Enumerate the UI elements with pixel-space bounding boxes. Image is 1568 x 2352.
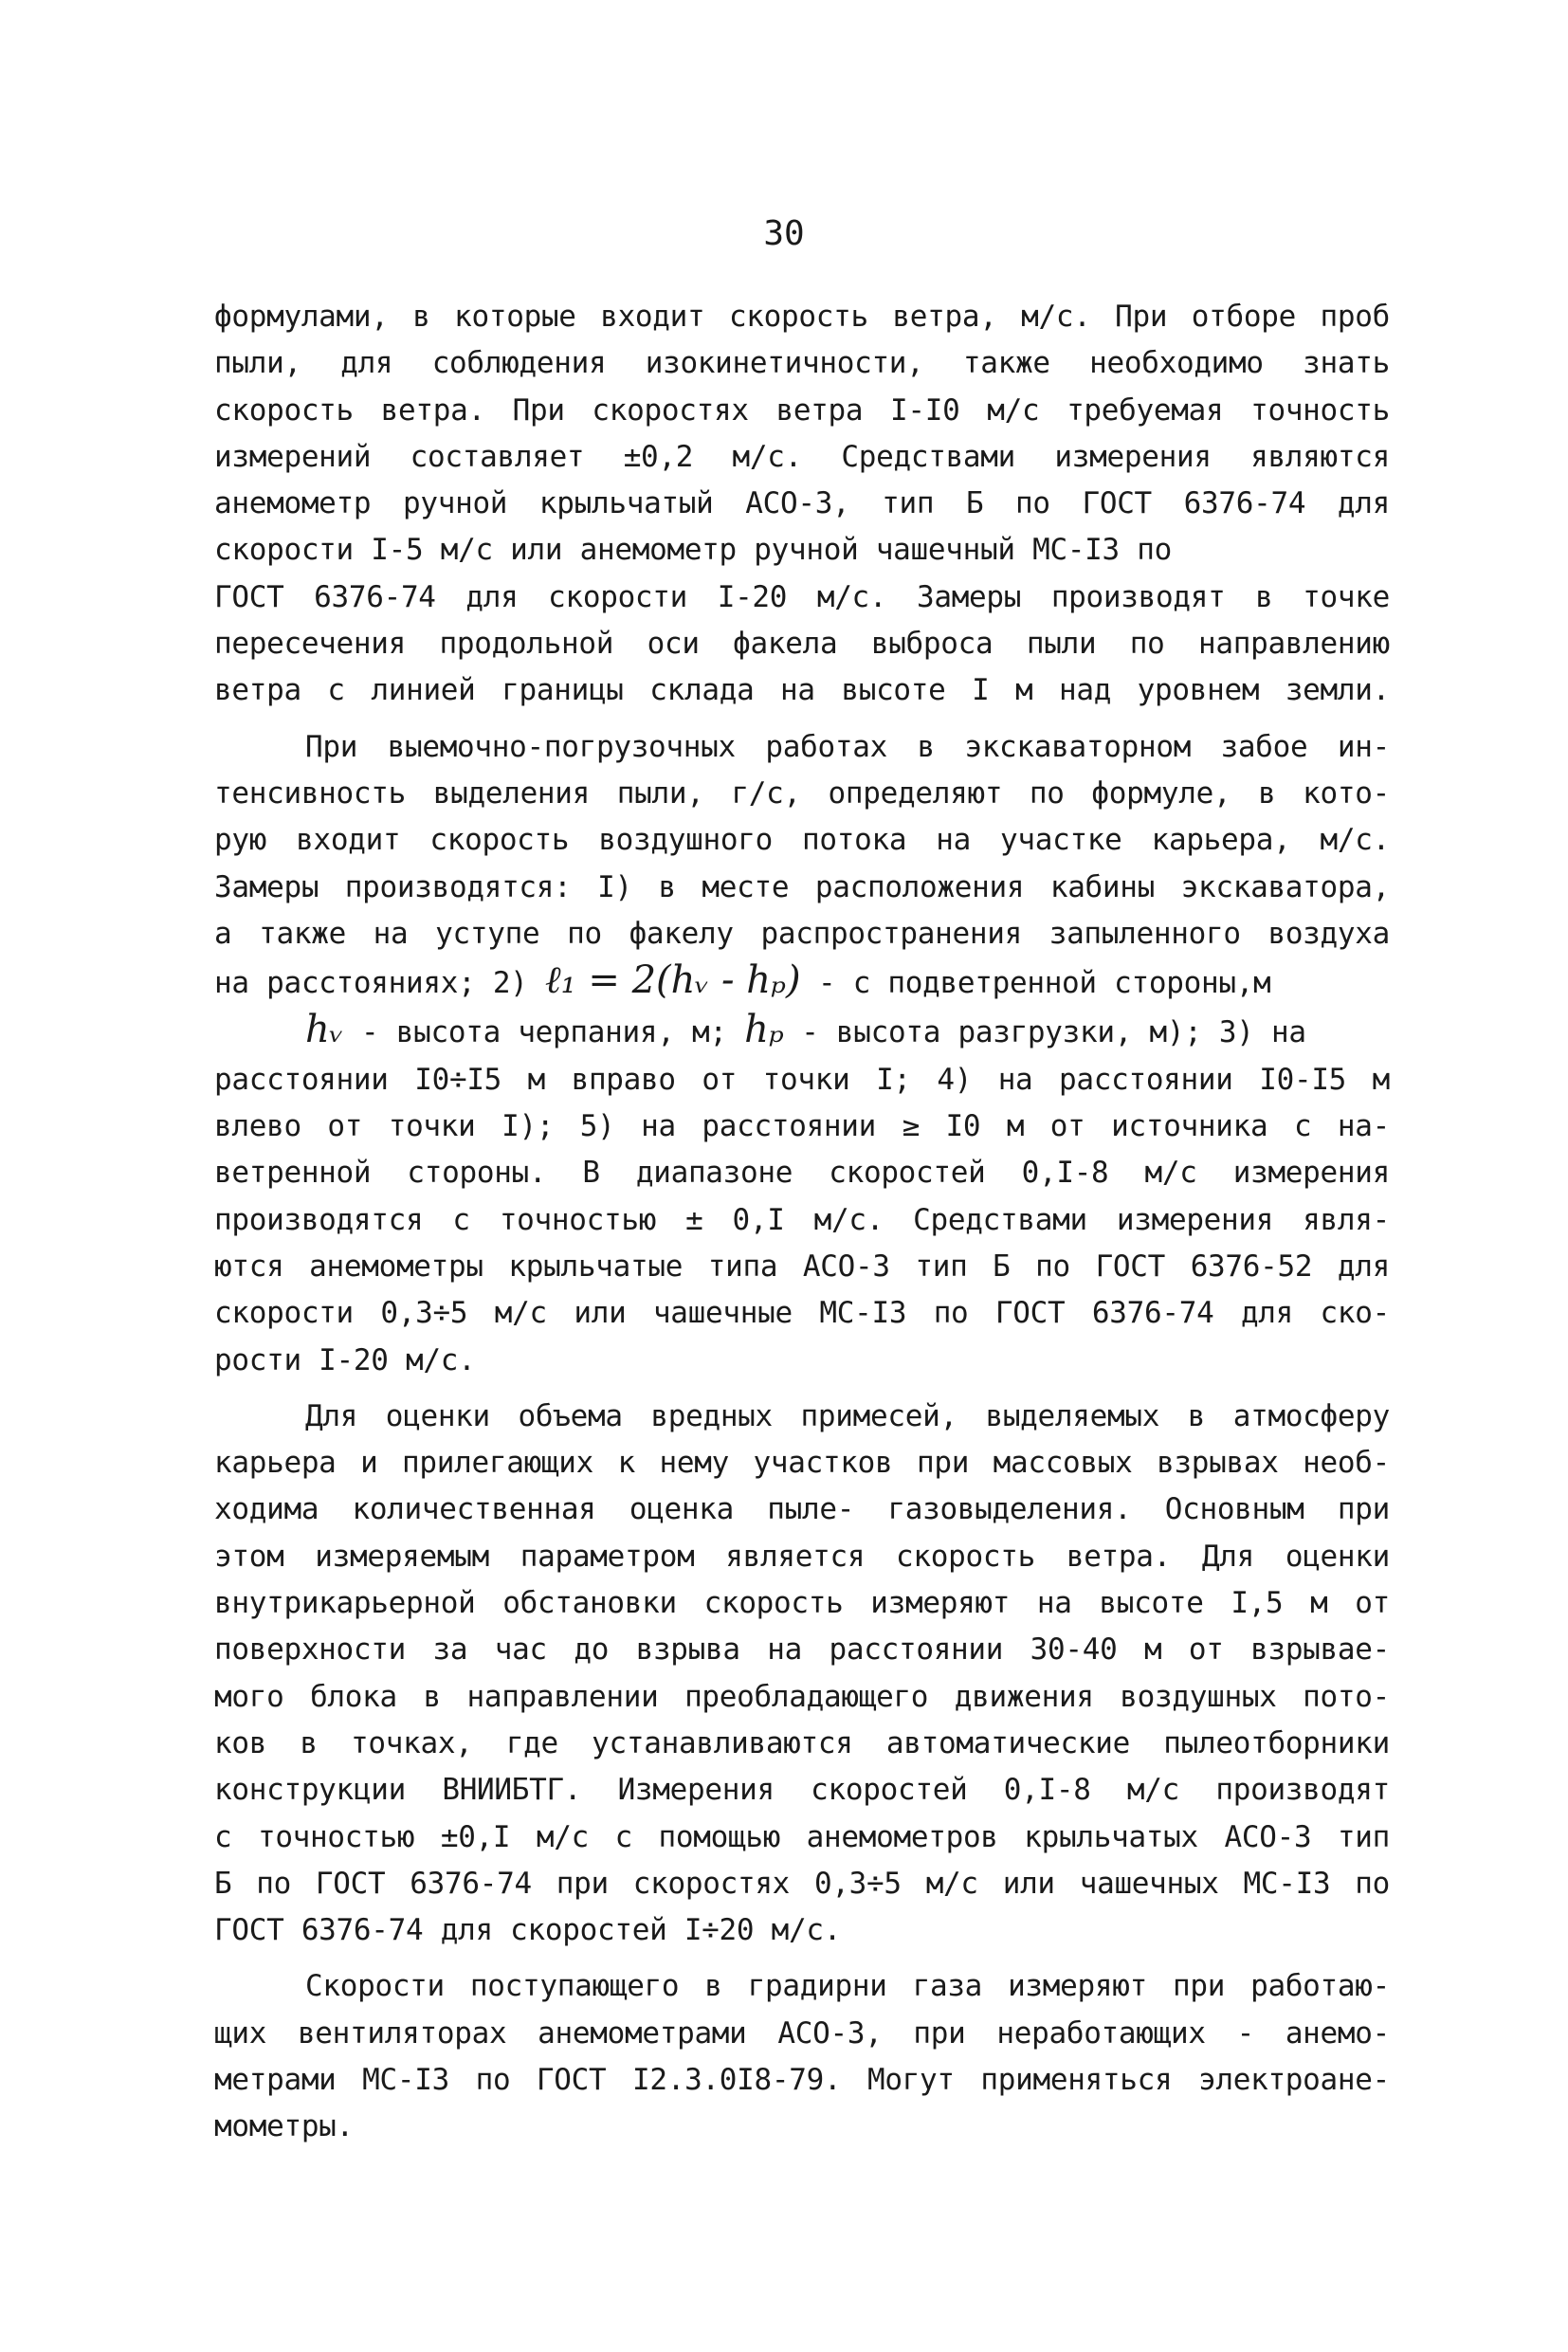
text-line: ются анемометры крыльчатые типа АСО-3 тип Б по ГОСТ 6376-52 для [214, 1249, 1390, 1284]
text-line: мого блока в направлении преобладающего движения воздушных пото- [214, 1679, 1390, 1714]
text-line: измерений составляет ±0,2 м/с. Средствами измерения являются [214, 439, 1390, 474]
text-line: производятся с точностью ± 0,I м/с. Средствами измерения явля- [214, 1202, 1390, 1237]
text-line: ГОСТ 6376-74 для скоростей I÷20 м/с. [214, 1913, 842, 1948]
text-line: конструкции ВНИИБТГ. Измерения скоростей 0,I-8 м/с производят [214, 1773, 1390, 1808]
text-line: рую входит скорость воздушного потока на участке карьера, м/с. [214, 823, 1390, 858]
text-line: Замеры производятся: I) в месте расположения кабины экскаватора, [214, 869, 1390, 904]
text-line: внутрикарьерной обстановки скорость измеряют на высоте I,5 м от [214, 1586, 1390, 1621]
text-line: расстоянии I0÷I5 м вправо от точки I; 4) на расстоянии I0-I5 м [214, 1062, 1390, 1097]
page-number: 30 [763, 214, 805, 253]
text-line: пересечения продольной оси факела выброса пыли по направлению [214, 627, 1390, 662]
handwritten-formula: ℓ₁ = 2(hᵥ - hₚ) [544, 958, 801, 1003]
text-line: рости I-20 м/с. [214, 1342, 476, 1377]
text-line: карьера и прилегающих к нему участков при массовых взрывах необ- [214, 1446, 1390, 1481]
text-line: с точностью ±0,I м/с с помощью анемометров крыльчатых АСО-3 тип [214, 1819, 1390, 1854]
paragraph-1 [214, 294, 1390, 715]
text-line: анемометр ручной крыльчатый АСО-3, тип Б по ГОСТ 6376-74 для [214, 486, 1390, 521]
text-line: метрами МС-I3 по ГОСТ I2.3.0I8-79. Могут применяться электроане- [214, 2062, 1390, 2097]
formula-line-before: на расстояниях; 2) [214, 966, 528, 1001]
text-line: скорости 0,3÷5 м/с или чашечные МС-I3 по ГОСТ 6376-74 для ско- [214, 1296, 1390, 1331]
text-line: этом измеряемым параметром является скорость ветра. Для оценки [214, 1539, 1390, 1574]
text-line: тенсивность выделения пыли, г/с, определяют по формуле, в кото- [214, 775, 1390, 811]
paragraph-3 [214, 1394, 1390, 1955]
formula-line-after: - с подветренной стороны,м [817, 966, 1271, 1001]
handwritten-h-p: hₚ [744, 1008, 784, 1052]
text-line: ков в точках, где устанавливаются автоматические пылеотборники [214, 1725, 1390, 1760]
text-line: мометры. [214, 2109, 354, 2144]
text-line: Скорости поступающего в градирни газа измеряют при работаю- [305, 1969, 1390, 2004]
text-line: При выемочно-погрузочных работах в экскаваторном забое ин- [305, 729, 1390, 764]
text-line: щих вентиляторах анемометрами АСО-3, при неработающих - анемо- [214, 2015, 1390, 2051]
formula-line [214, 957, 1390, 1007]
handwritten-h-v: hᵥ [305, 1008, 344, 1052]
paragraph-4 [214, 1963, 1390, 2150]
heights-text-1: - высота черпания, м; [361, 1015, 727, 1050]
text-line: формулами, в которые входит скорость ветра, м/с. При отборе проб [214, 300, 1390, 334]
text-line: скорость ветра. При скоростях ветра I-I0 м/с требуемая точность [214, 392, 1390, 428]
text-line: ГОСТ 6376-74 для скорости I-20 м/с. Замеры производят в точке [214, 579, 1390, 614]
text-line: а также на уступе по факелу распространения запыленного воздуха [214, 916, 1390, 951]
text-line: Б по ГОСТ 6376-74 при скоростях 0,3÷5 м/с или чашечных МС-I3 по [214, 1866, 1390, 1901]
text-line: влево от точки I); 5) на расстоянии ≥ I0 м от источника с на- [214, 1109, 1390, 1144]
text-line: Для оценки объема вредных примесей, выделяемых в атмосферу [305, 1398, 1390, 1433]
text-line: скорости I-5 м/с или анемометр ручной чашечный МС-I3 по [214, 533, 1172, 568]
text-line: пыли, для соблюдения изокинетичности, также необходимо знать [214, 346, 1390, 381]
text-line: ветра с линией границы склада на высоте I м над уровнем земли. [214, 673, 1390, 708]
text-line: ходима количественная оценка пыле- газовыделения. Основным при [214, 1492, 1390, 1527]
heights-text-2: - высота разгрузки, м); 3) на [801, 1015, 1306, 1050]
paragraph-2 [214, 724, 1390, 1384]
body-text [214, 294, 1390, 2151]
heights-line [214, 1007, 1390, 1056]
text-line: ветренной стороны. В диапазоне скоростей 0,I-8 м/с измерения [214, 1156, 1390, 1191]
text-line: поверхности за час до взрыва на расстоянии 30-40 м от взрывае- [214, 1632, 1390, 1668]
